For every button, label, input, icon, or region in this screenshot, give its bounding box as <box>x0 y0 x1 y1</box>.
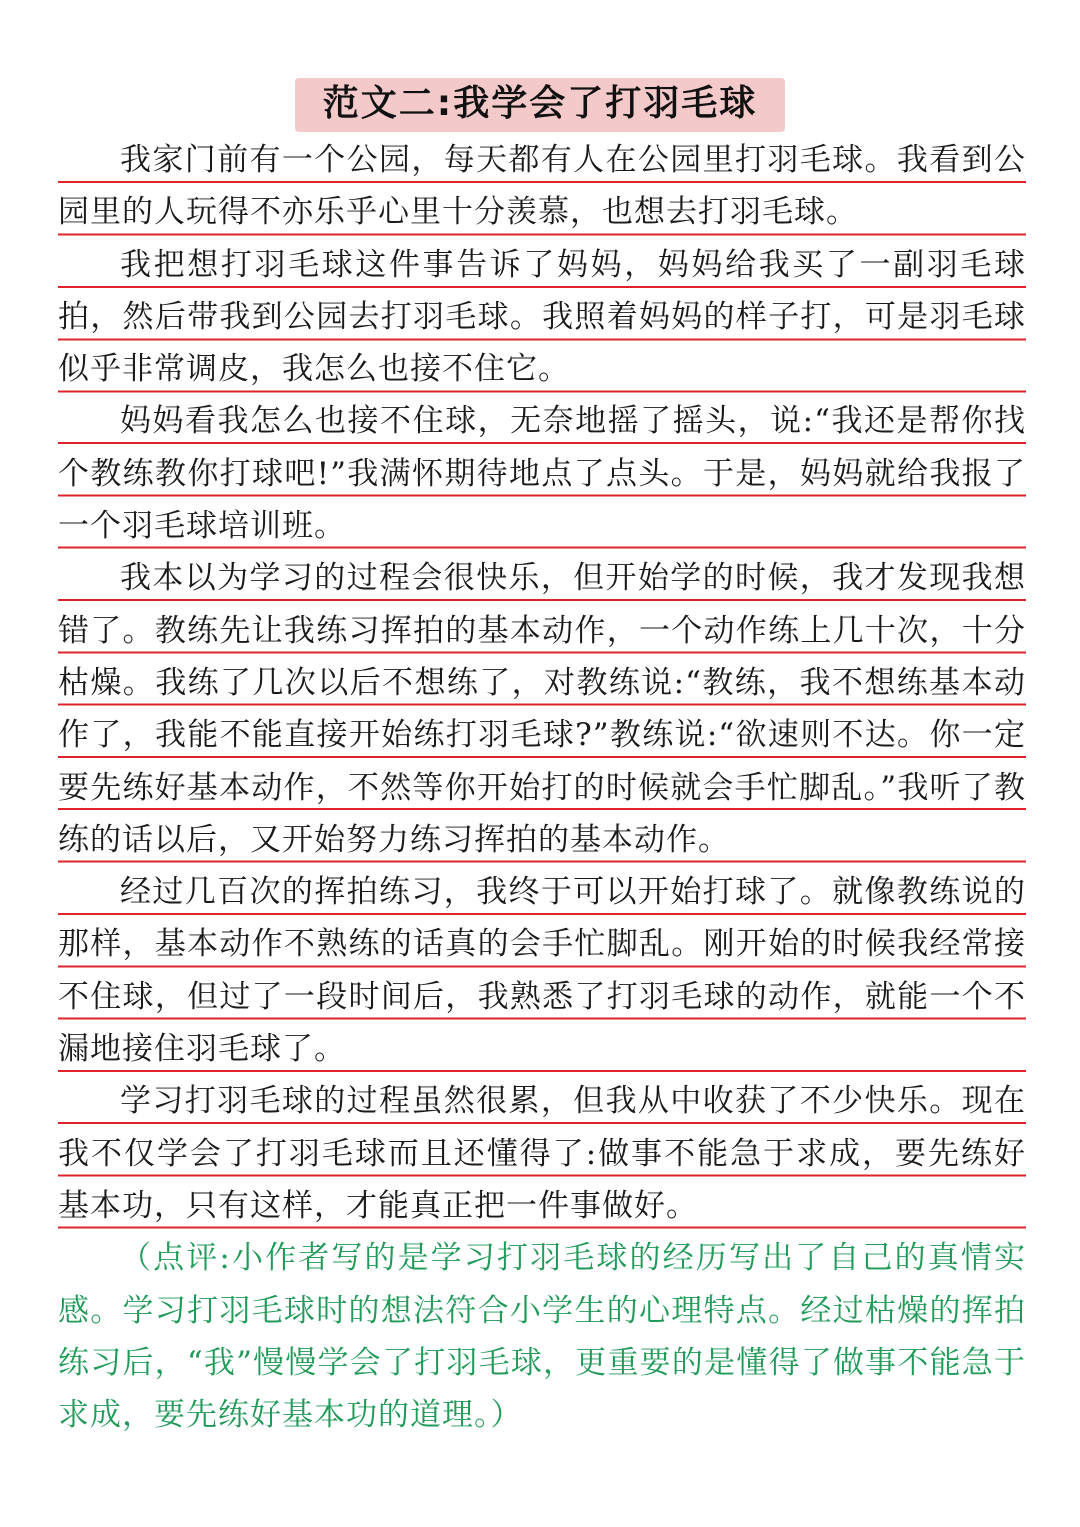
essay-paragraph-3: 妈妈看我怎么也接不住球，无奈地摇了摇头，说:“我还是帮你找个教练教你打球吧!”我满怀期待地点了点头。于是，妈妈就给我报了一个羽毛球培训班。 <box>58 395 1026 552</box>
teacher-comment: （点评:小作者写的是学习打羽毛球的经历写出了自己的真情实感。学习打羽毛球时的想法符合小学生的心理特点。经过枯燥的挥拍练习后，“我”慢慢学会了打羽毛球，更重要的是懂得了做事不能急于求成，要先练好基本功的道理。） <box>58 1240 1026 1434</box>
essay-body <box>58 134 1026 1441</box>
essay-paragraph-5: 经过几百次的挥拍练习，我终于可以开始打球了。就像教练说的那样，基本动作不熟练的话真的会手忙脚乱。刚开始的时候我经常接不住球，但过了一段时间后，我熟悉了打羽毛球的动作，就能一个不漏地接住羽毛球了。 <box>58 866 1026 1075</box>
page-title: 范文二:我学会了打羽毛球 <box>295 78 785 132</box>
essay-paragraph-4: 我本以为学习的过程会很快乐，但开始学的时候，我才发现我想错了。教练先让我练习挥拍的基本动作，一个动作练上几十次，十分枯燥。我练了几次以后不想练了，对教练说:“教练，我不想练基本动作了，我能不能直接开始练打羽毛球?”教练说:“欲速则不达。你一定要先练好基本动作，不然等你开始打的时候就会手忙脚乱。”我听了教练的话以后，又开始努力练习挥拍的基本动作。 <box>58 552 1026 866</box>
essay-paragraph-2: 我把想打羽毛球这件事告诉了妈妈，妈妈给我买了一副羽毛球拍，然后带我到公园去打羽毛球。我照着妈妈的样子打，可是羽毛球似乎非常调皮，我怎么也接不住它。 <box>58 239 1026 396</box>
title-container <box>0 78 1080 132</box>
essay-paragraph-6: 学习打羽毛球的过程虽然很累，但我从中收获了不少快乐。现在我不仅学会了打羽毛球而且还懂得了:做事不能急于求成，要先练好基本功，只有这样，才能真正把一件事做好。 <box>58 1075 1026 1232</box>
essay-paragraph-1: 我家门前有一个公园，每天都有人在公园里打羽毛球。我看到公园里的人玩得不亦乐乎心里十分羡慕，也想去打羽毛球。 <box>58 134 1026 239</box>
